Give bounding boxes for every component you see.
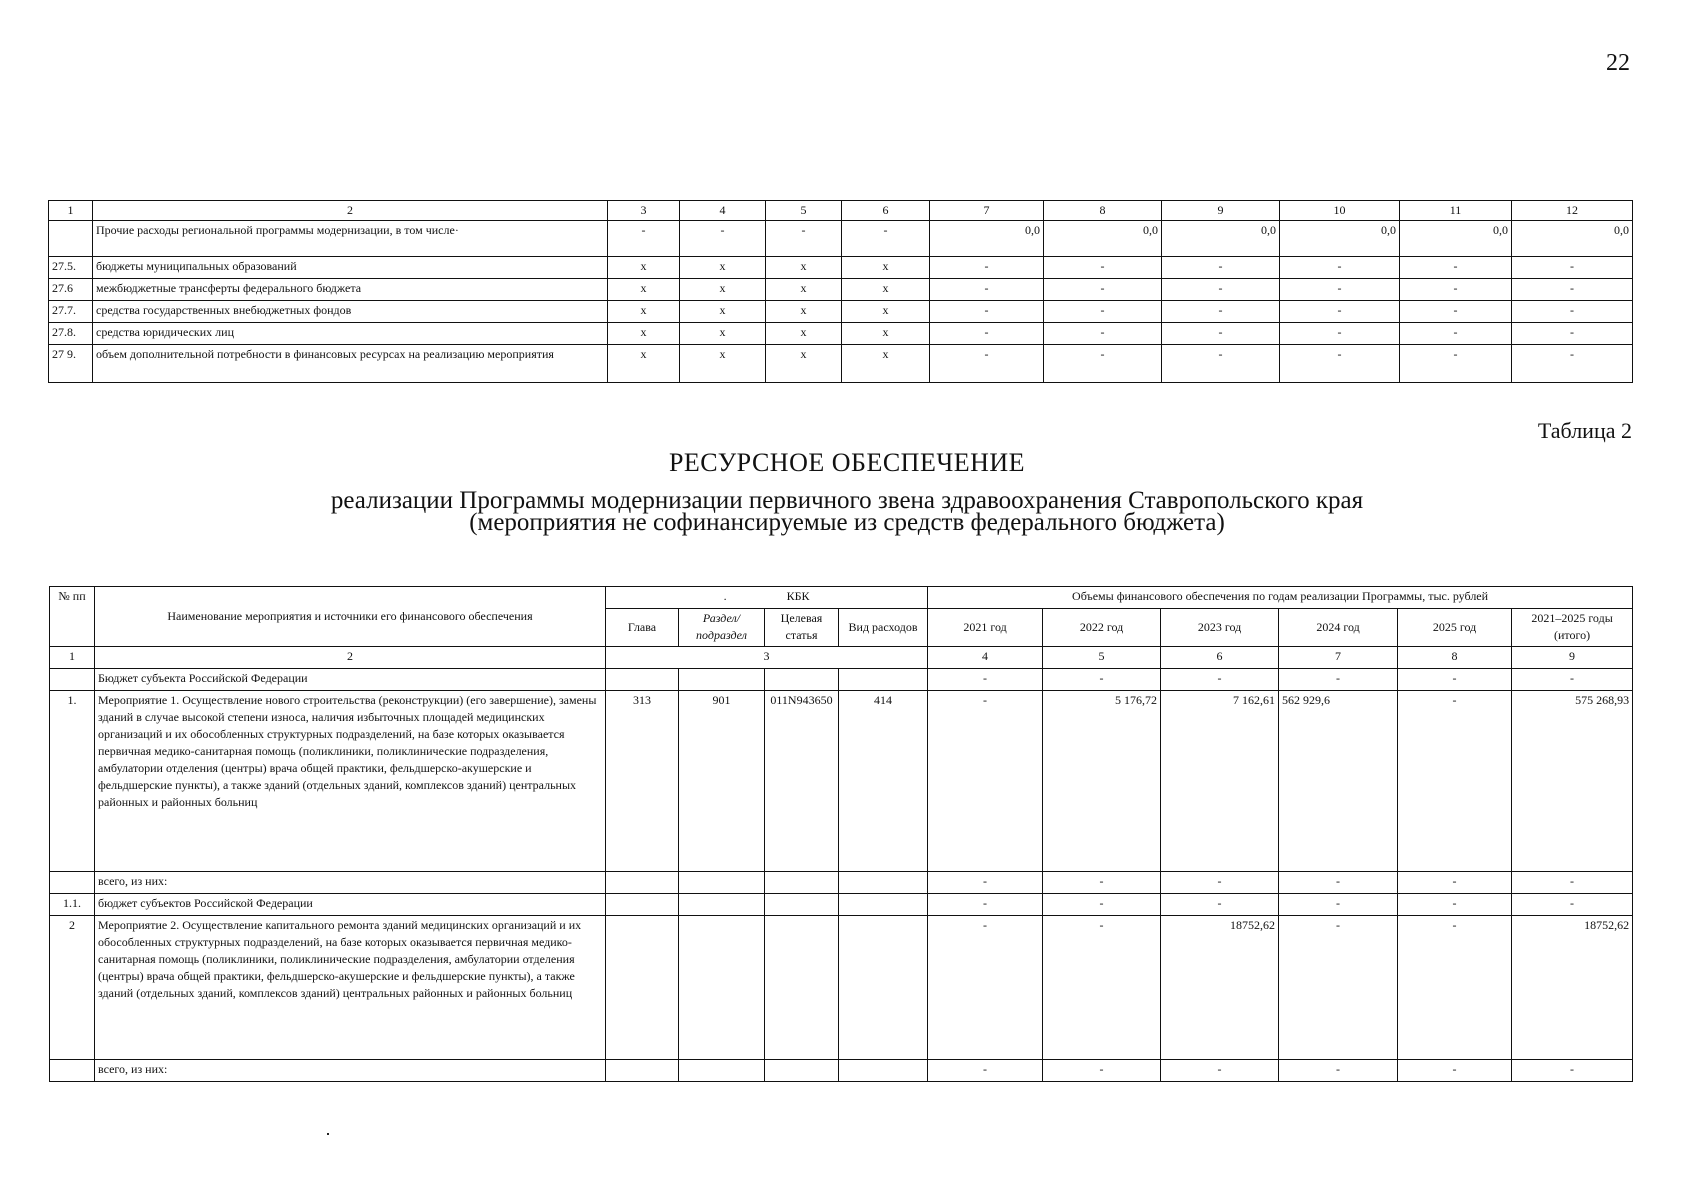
value-cell: - bbox=[1279, 872, 1398, 894]
kbk-cell: x bbox=[842, 323, 930, 345]
value-cell: 18752,62 bbox=[1161, 916, 1279, 1060]
value-cell: - bbox=[930, 257, 1044, 279]
header-kbk-col: Вид расходов bbox=[839, 609, 928, 647]
header-year: 2025 год bbox=[1398, 609, 1512, 647]
value-cell: - bbox=[1400, 279, 1512, 301]
table-row bbox=[49, 221, 1633, 257]
kbk-cell: x bbox=[766, 345, 842, 383]
index-cell: 9 bbox=[1512, 647, 1633, 669]
kbk-cell: x bbox=[680, 345, 766, 383]
value-cell: - bbox=[1512, 894, 1633, 916]
value-cell: 0,0 bbox=[1280, 221, 1400, 257]
value-cell: - bbox=[930, 345, 1044, 383]
value-cell: - bbox=[1044, 279, 1162, 301]
value-cell: - bbox=[1400, 323, 1512, 345]
kbk-cell: x bbox=[766, 279, 842, 301]
row-number bbox=[49, 221, 93, 257]
header-num: № пп bbox=[50, 587, 95, 647]
value-cell: - bbox=[1400, 301, 1512, 323]
value-cell: - bbox=[1512, 872, 1633, 894]
table1-col-header: 1 bbox=[49, 201, 93, 221]
table-row bbox=[49, 257, 1633, 279]
value-cell: - bbox=[1162, 279, 1280, 301]
page-number: 22 bbox=[1606, 50, 1630, 76]
kbk-cell: - bbox=[842, 221, 930, 257]
header-kbk-dot: . bbox=[723, 589, 727, 603]
table1-col-header: 5 bbox=[766, 201, 842, 221]
row-name: межбюджетные трансферты федерального бюджета bbox=[93, 279, 608, 301]
value-cell: - bbox=[1400, 257, 1512, 279]
table-row bbox=[50, 872, 1633, 894]
value-cell: - bbox=[1398, 872, 1512, 894]
value-cell: - bbox=[1162, 257, 1280, 279]
table1-col-header: 9 bbox=[1162, 201, 1280, 221]
value-cell: - bbox=[1400, 345, 1512, 383]
value-cell: - bbox=[1398, 691, 1512, 872]
kbk-cell: x bbox=[608, 345, 680, 383]
value-cell: - bbox=[1279, 1060, 1398, 1082]
kbk-cell: 414 bbox=[839, 691, 928, 872]
value-cell: - bbox=[1512, 257, 1633, 279]
table1-col-header: 8 bbox=[1044, 201, 1162, 221]
header-year: 2024 год bbox=[1279, 609, 1398, 647]
row-number bbox=[50, 872, 95, 894]
kbk-cell: - bbox=[680, 221, 766, 257]
table2-index-row bbox=[50, 647, 1633, 669]
kbk-cell: x bbox=[608, 257, 680, 279]
kbk-cell: x bbox=[842, 257, 930, 279]
kbk-cell: x bbox=[680, 301, 766, 323]
row-name: Прочие расходы региональной программы модернизации, в том числе· bbox=[93, 221, 608, 257]
table1-col-header: 3 bbox=[608, 201, 680, 221]
header-name: Наименование мероприятия и источники его финансового обеспечения bbox=[95, 587, 606, 647]
value-cell: - bbox=[1162, 323, 1280, 345]
index-cell: 4 bbox=[928, 647, 1043, 669]
continuation-table bbox=[48, 200, 1633, 383]
value-cell: - bbox=[1280, 257, 1400, 279]
row-name: бюджет субъектов Российской Федерации bbox=[95, 894, 606, 916]
table1-header-row bbox=[49, 201, 1633, 221]
value-cell: - bbox=[928, 1060, 1043, 1082]
row-number: 1.1. bbox=[50, 894, 95, 916]
kbk-cell: x bbox=[766, 257, 842, 279]
table-row bbox=[49, 323, 1633, 345]
row-number: 2 bbox=[50, 916, 95, 1060]
table1-col-header: 2 bbox=[93, 201, 608, 221]
table1-col-header: 11 bbox=[1400, 201, 1512, 221]
document-title: РЕСУРСНОЕ ОБЕСПЕЧЕНИЕ bbox=[668, 448, 1026, 477]
value-cell: - bbox=[1044, 345, 1162, 383]
kbk-cell: x bbox=[842, 301, 930, 323]
value-cell: 0,0 bbox=[1044, 221, 1162, 257]
table-row bbox=[50, 1060, 1633, 1082]
kbk-cell: x bbox=[608, 301, 680, 323]
value-cell: - bbox=[1280, 301, 1400, 323]
value-cell: - bbox=[928, 669, 1043, 691]
table-row bbox=[50, 916, 1633, 1060]
header-year: 2021–2025 годы (итого) bbox=[1512, 609, 1633, 647]
table-row bbox=[50, 691, 1633, 872]
kbk-cell: - bbox=[608, 221, 680, 257]
subtitle-line-2: (мероприятия не софинансируемые из средств федерального бюджета) bbox=[469, 509, 1225, 536]
value-cell: - bbox=[1162, 345, 1280, 383]
table1-col-header: 10 bbox=[1280, 201, 1400, 221]
value-cell: - bbox=[1043, 1060, 1161, 1082]
header-kbk-col: Глава bbox=[606, 609, 679, 647]
value-cell: - bbox=[1398, 916, 1512, 1060]
kbk-cell: - bbox=[766, 221, 842, 257]
row-name: всего, из них: bbox=[95, 872, 606, 894]
table-row bbox=[49, 345, 1633, 383]
row-number: 27.7. bbox=[49, 301, 93, 323]
kbk-cell: 011N943650 bbox=[765, 691, 839, 872]
row-number: 1. bbox=[50, 691, 95, 872]
value-cell: - bbox=[1398, 894, 1512, 916]
index-cell: 8 bbox=[1398, 647, 1512, 669]
resource-table bbox=[49, 586, 1633, 1082]
kbk-cell: x bbox=[608, 323, 680, 345]
row-number: 27.6 bbox=[49, 279, 93, 301]
header-year: 2023 год bbox=[1161, 609, 1279, 647]
value-cell: - bbox=[1280, 323, 1400, 345]
kbk-cell: x bbox=[680, 279, 766, 301]
table1-col-header: 7 bbox=[930, 201, 1044, 221]
index-cell: 2 bbox=[95, 647, 606, 669]
value-cell: 5 176,72 bbox=[1043, 691, 1161, 872]
value-cell: - bbox=[1512, 323, 1633, 345]
value-cell: - bbox=[1279, 669, 1398, 691]
value-cell: - bbox=[928, 691, 1043, 872]
value-cell: 0,0 bbox=[930, 221, 1044, 257]
index-cell: 3 bbox=[606, 647, 928, 669]
header-year: 2021 год bbox=[928, 609, 1043, 647]
value-cell: - bbox=[1044, 323, 1162, 345]
value-cell: - bbox=[1043, 916, 1161, 1060]
value-cell: 0,0 bbox=[1162, 221, 1280, 257]
value-cell: - bbox=[1161, 1060, 1279, 1082]
table-row bbox=[50, 669, 1633, 691]
row-name: Мероприятие 2. Осуществление капитального ремонта зданий медицинских организаций и их обособленных структурных подразделений, на базе которых оказывается первичная медико-санитарная помощь (поликлиники, поликлинические подразделения, амбулатории отделения (центры) врача общей практики, фельдшерско-акушерские и фельдшерские пункты), а также зданий (отдельных зданий, комплексов зданий) центральных районных и районных больниц bbox=[95, 916, 606, 1060]
value-cell: - bbox=[1161, 872, 1279, 894]
row-name: средства юридических лиц bbox=[93, 323, 608, 345]
header-volumes: Объемы финансового обеспечения по годам реализации Программы, тыс. рублей bbox=[928, 587, 1633, 609]
value-cell: 7 162,61 bbox=[1161, 691, 1279, 872]
kbk-cell: x bbox=[766, 323, 842, 345]
value-cell: - bbox=[1043, 894, 1161, 916]
kbk-cell: x bbox=[842, 345, 930, 383]
index-cell: 7 bbox=[1279, 647, 1398, 669]
row-number: 27 9. bbox=[49, 345, 93, 383]
value-cell: - bbox=[1512, 279, 1633, 301]
value-cell: - bbox=[1398, 669, 1512, 691]
value-cell: - bbox=[1512, 669, 1633, 691]
value-cell: 0,0 bbox=[1512, 221, 1633, 257]
value-cell: - bbox=[1161, 669, 1279, 691]
value-cell: - bbox=[1279, 894, 1398, 916]
value-cell: - bbox=[928, 916, 1043, 1060]
value-cell: - bbox=[1161, 894, 1279, 916]
value-cell: - bbox=[1043, 872, 1161, 894]
table-row bbox=[50, 894, 1633, 916]
scan-speck bbox=[327, 1133, 329, 1135]
header-kbk-col: Целевая статья bbox=[765, 609, 839, 647]
kbk-cell: 901 bbox=[679, 691, 765, 872]
kbk-cell: 313 bbox=[606, 691, 679, 872]
value-cell: 18752,62 bbox=[1512, 916, 1633, 1060]
value-cell: - bbox=[1280, 345, 1400, 383]
value-cell: - bbox=[1044, 301, 1162, 323]
index-cell: 5 bbox=[1043, 647, 1161, 669]
row-number: 27.5. bbox=[49, 257, 93, 279]
table1-col-header: 12 bbox=[1512, 201, 1633, 221]
header-kbk-col: Раздел/ подраздел bbox=[679, 609, 765, 647]
row-name: объем дополнительной потребности в финансовых ресурсах на реализацию мероприятия bbox=[93, 345, 608, 383]
value-cell: - bbox=[1398, 1060, 1512, 1082]
value-cell: 562 929,6 bbox=[1279, 691, 1398, 872]
header-year: 2022 год bbox=[1043, 609, 1161, 647]
value-cell: - bbox=[928, 872, 1043, 894]
kbk-cell: x bbox=[680, 323, 766, 345]
value-cell: - bbox=[930, 279, 1044, 301]
row-name: Бюджет субъекта Российской Федерации bbox=[95, 669, 606, 691]
table-row bbox=[49, 279, 1633, 301]
value-cell: - bbox=[1279, 916, 1398, 1060]
value-cell: - bbox=[1044, 257, 1162, 279]
value-cell: - bbox=[1512, 345, 1633, 383]
row-name: всего, из них: bbox=[95, 1060, 606, 1082]
subtitle-line-1: реализации Программы модернизации первичного звена здравоохранения Ставропольского края bbox=[330, 487, 1364, 514]
row-name: средства государственных внебюджетных фондов bbox=[93, 301, 608, 323]
value-cell: 0,0 bbox=[1400, 221, 1512, 257]
value-cell: - bbox=[930, 301, 1044, 323]
table1-col-header: 6 bbox=[842, 201, 930, 221]
value-cell: - bbox=[1162, 301, 1280, 323]
value-cell: - bbox=[1043, 669, 1161, 691]
value-cell: - bbox=[930, 323, 1044, 345]
table2-header-row bbox=[50, 587, 1633, 609]
kbk-cell: x bbox=[680, 257, 766, 279]
row-name: Мероприятие 1. Осуществление нового строительства (реконструкции) (его завершение), замены зданий в случае высокой степени износа, наличия избыточных площадей медицинских организаций и их обособленных структурных подразделений, на базе которых оказывается первичная медико-санитарная помощь (поликлиники, поликлинические подразделения, амбулатории отделения (центры) врача общей практики, фельдшерско-акушерские и фельдшерские пункты), а также зданий (отдельных зданий, комплексов зданий) центральных районных и районных больниц bbox=[95, 691, 606, 872]
index-cell: 1 bbox=[50, 647, 95, 669]
header-kbk-label: КБК bbox=[786, 589, 810, 603]
kbk-cell: x bbox=[608, 279, 680, 301]
value-cell: 575 268,93 bbox=[1512, 691, 1633, 872]
value-cell: - bbox=[1280, 279, 1400, 301]
kbk-cell: x bbox=[766, 301, 842, 323]
table1-col-header: 4 bbox=[680, 201, 766, 221]
header-kbk bbox=[606, 587, 928, 609]
table-caption: Таблица 2 bbox=[1537, 418, 1632, 443]
row-name: бюджеты муниципальных образований bbox=[93, 257, 608, 279]
value-cell: - bbox=[1512, 301, 1633, 323]
table-row bbox=[49, 301, 1633, 323]
document-subtitle bbox=[0, 487, 1694, 536]
row-number: 27.8. bbox=[49, 323, 93, 345]
value-cell: - bbox=[1512, 1060, 1633, 1082]
kbk-cell: x bbox=[842, 279, 930, 301]
row-number bbox=[50, 1060, 95, 1082]
value-cell: - bbox=[928, 894, 1043, 916]
index-cell: 6 bbox=[1161, 647, 1279, 669]
